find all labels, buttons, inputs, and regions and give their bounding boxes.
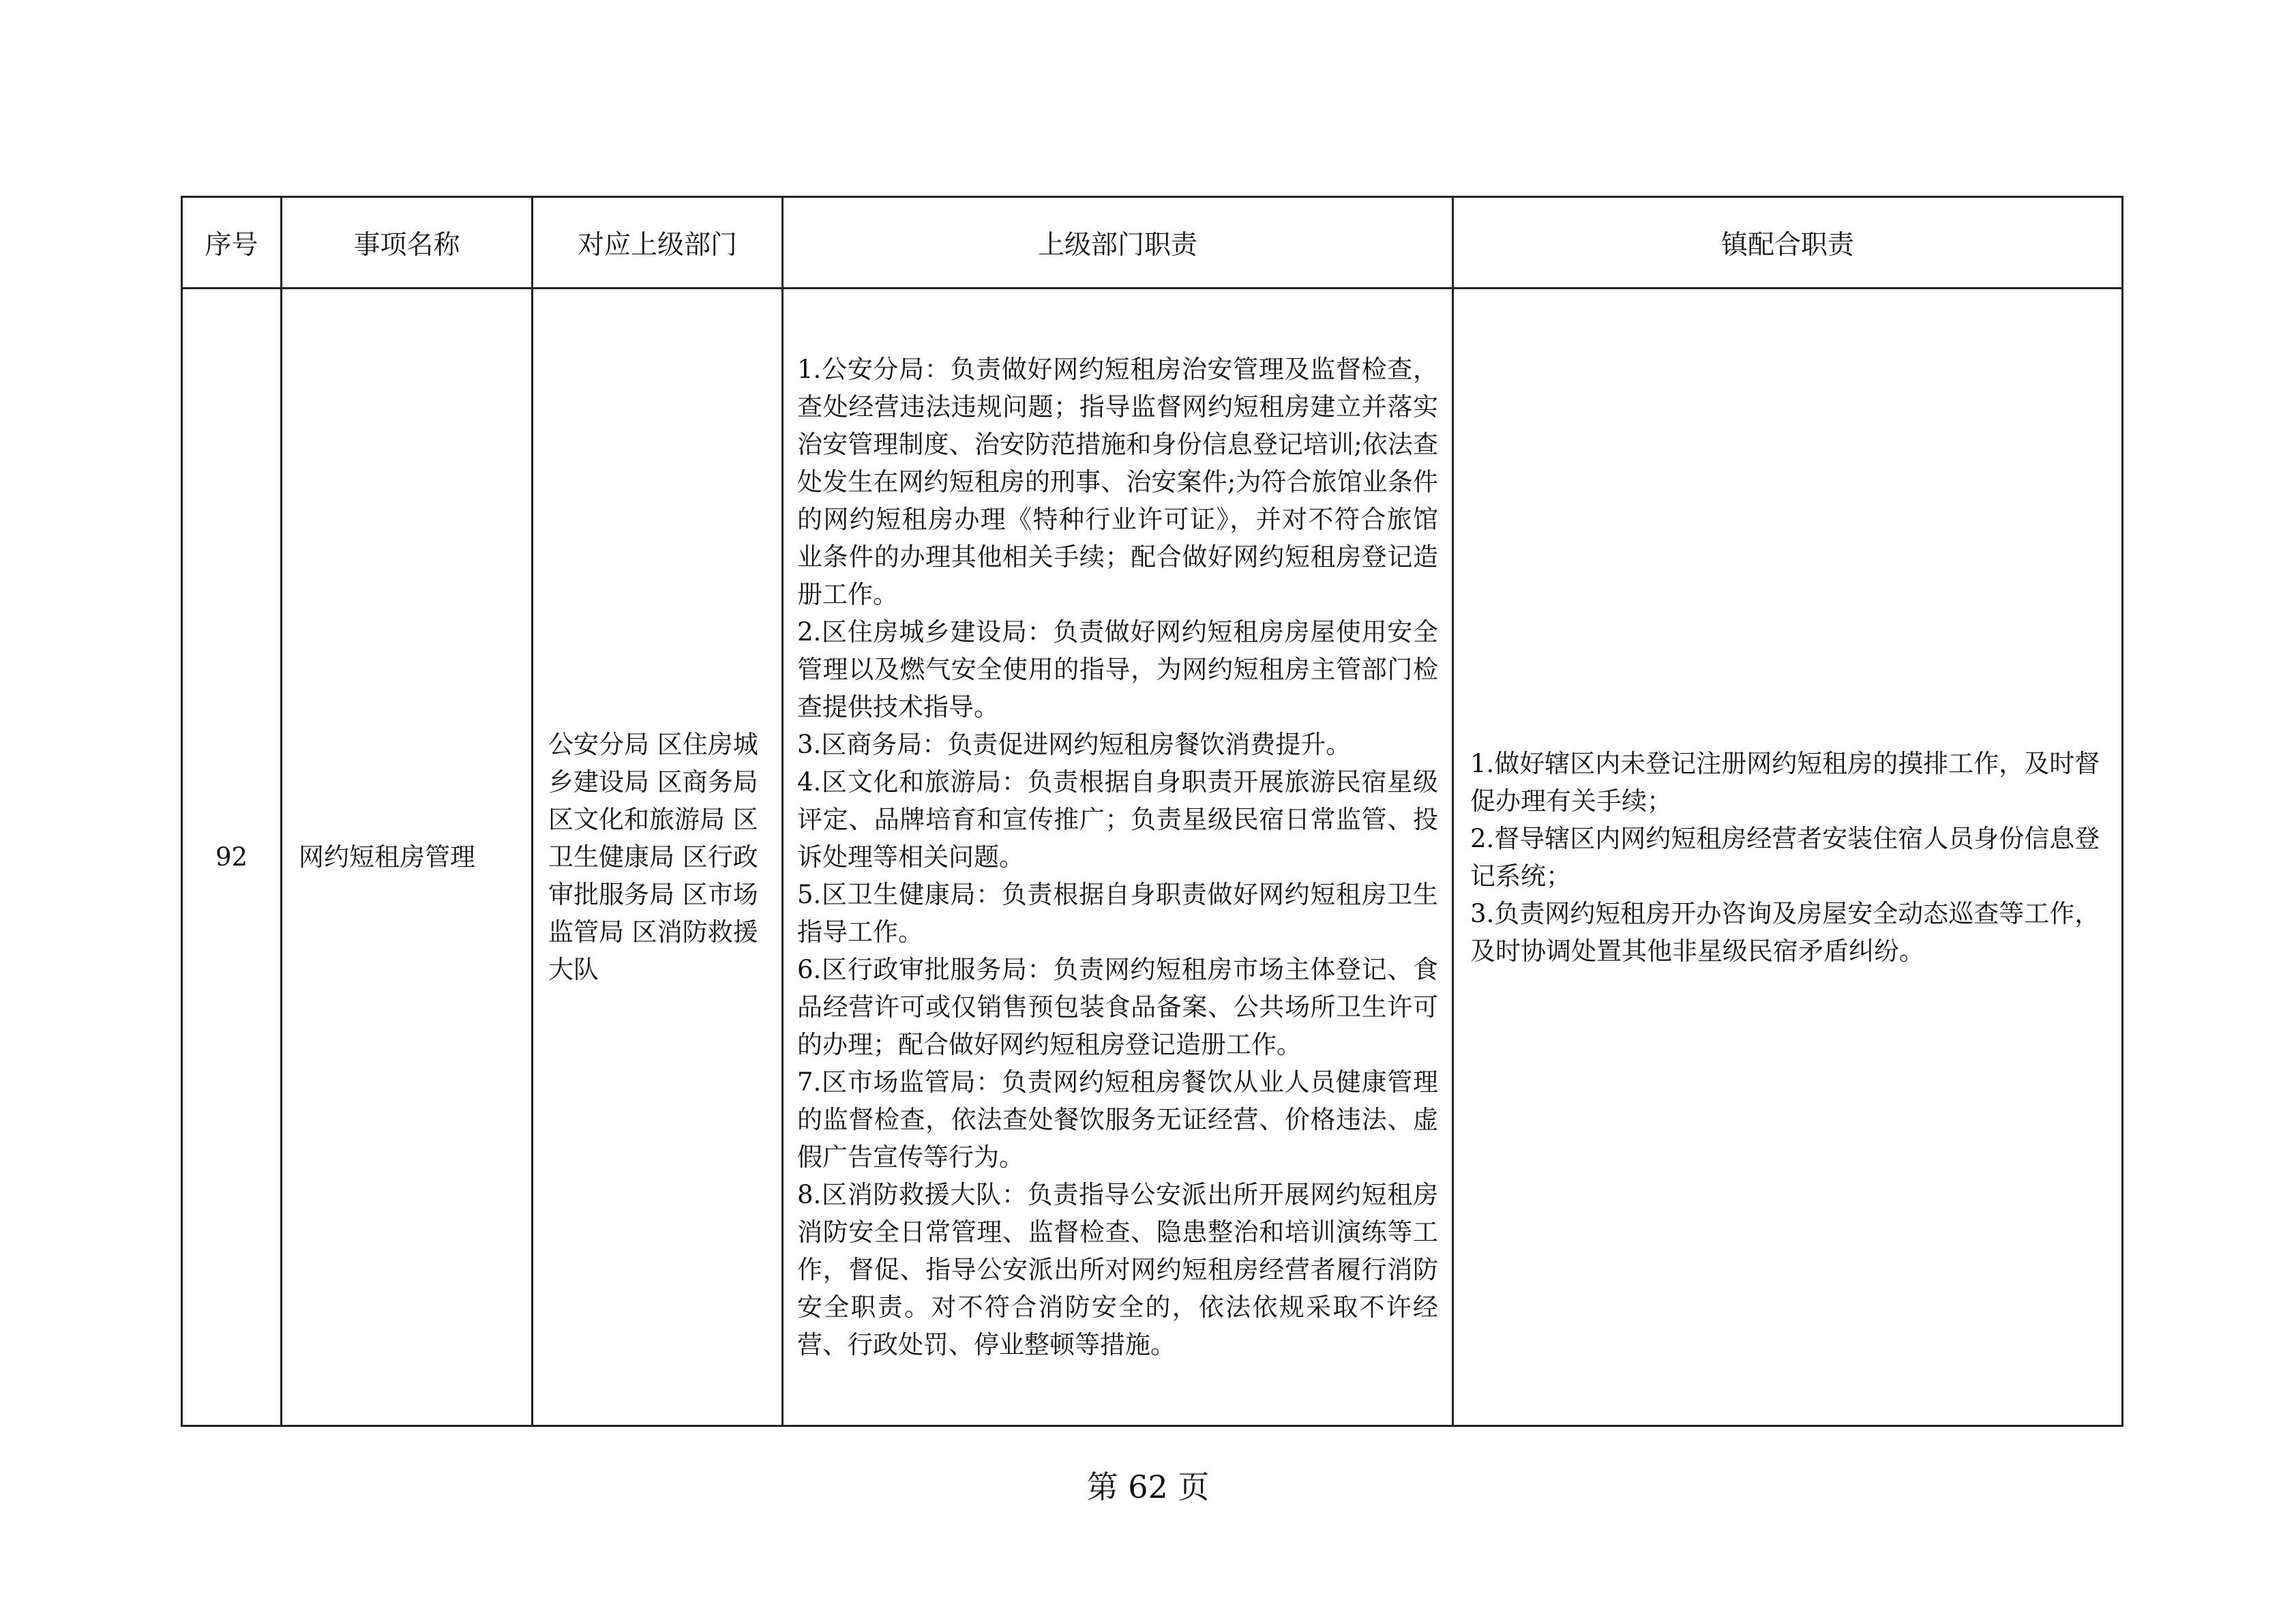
- cell-item-name: 网约短租房管理: [282, 289, 533, 1426]
- upper-duty-item: 1.公安分局：负责做好网约短租房治安管理及监督检查，查处经营违法违规问题；指导监督网约短租房建立并落实治安管理制度、治安防范措施和身份信息登记培训;依法查处发生在网约短租房的刑事、治安案件;为符合旅馆业条件的网约短租房办理《特种行业许可证》，并对不符合旅馆业条件的办理其他相关手续；配合做好网约短租房登记造册工作。: [797, 355, 1438, 609]
- header-upper-departments: 对应上级部门: [533, 197, 783, 289]
- upper-duty-item: 8.区消防救援大队：负责指导公安派出所开展网约短租房消防安全日常管理、监督检查、隐患整治和培训演练等工作，督促、指导公安派出所对网约短租房经营者履行消防安全职责。对不符合消防安全的，依法依规采取不许经营、行政处罚、停业整顿等措施。: [797, 1180, 1438, 1359]
- header-item-name: 事项名称: [282, 197, 533, 289]
- cell-upper-duties: [783, 289, 1453, 1426]
- table-header-row: [182, 197, 2123, 289]
- header-town-duties: 镇配合职责: [1453, 197, 2123, 289]
- cell-upper-departments: 公安分局 区住房城乡建设局 区商务局 区文化和旅游局 区卫生健康局 区行政审批服务局 区市场监管局 区消防救援大队: [533, 289, 783, 1426]
- duty-table: [181, 196, 2123, 1427]
- cell-index: 92: [182, 289, 282, 1426]
- header-upper-duties: 上级部门职责: [783, 197, 1453, 289]
- upper-duty-item: 5.区卫生健康局：负责根据自身职责做好网约短租房卫生指导工作。: [797, 880, 1438, 947]
- cell-town-duties: [1453, 289, 2123, 1426]
- town-duty-item: 2.督导辖区内网约短租房经营者安装住宿人员身份信息登记系统；: [1470, 823, 2100, 891]
- header-index: 序号: [182, 197, 282, 289]
- upper-duty-item: 6.区行政审批服务局：负责网约短租房市场主体登记、食品经营许可或仅销售预包装食品备案、公共场所卫生许可的办理；配合做好网约短租房登记造册工作。: [797, 955, 1438, 1059]
- upper-duty-item: 7.区市场监管局：负责网约短租房餐饮从业人员健康管理的监督检查，依法查处餐饮服务无证经营、价格违法、虚假广告宣传等行为。: [797, 1067, 1438, 1172]
- table-row: [182, 289, 2123, 1426]
- upper-duty-item: 3.区商务局：负责促进网约短租房餐饮消费提升。: [797, 730, 1352, 759]
- town-duty-item: 1.做好辖区内未登记注册网约短租房的摸排工作，及时督促办理有关手续；: [1470, 748, 2100, 816]
- upper-duty-item: 4.区文化和旅游局：负责根据自身职责开展旅游民宿星级评定、品牌培育和宣传推广；负责星级民宿日常监管、投诉处理等相关问题。: [797, 767, 1438, 872]
- town-duty-item: 3.负责网约短租房开办咨询及房屋安全动态巡查等工作，及时协调处置其他非星级民宿矛盾纠纷。: [1470, 898, 2100, 966]
- page-number: 第 62 页: [1086, 1468, 1210, 1505]
- upper-duty-item: 2.区住房城乡建设局：负责做好网约短租房房屋使用安全管理以及燃气安全使用的指导，为网约短租房主管部门检查提供技术指导。: [797, 617, 1438, 722]
